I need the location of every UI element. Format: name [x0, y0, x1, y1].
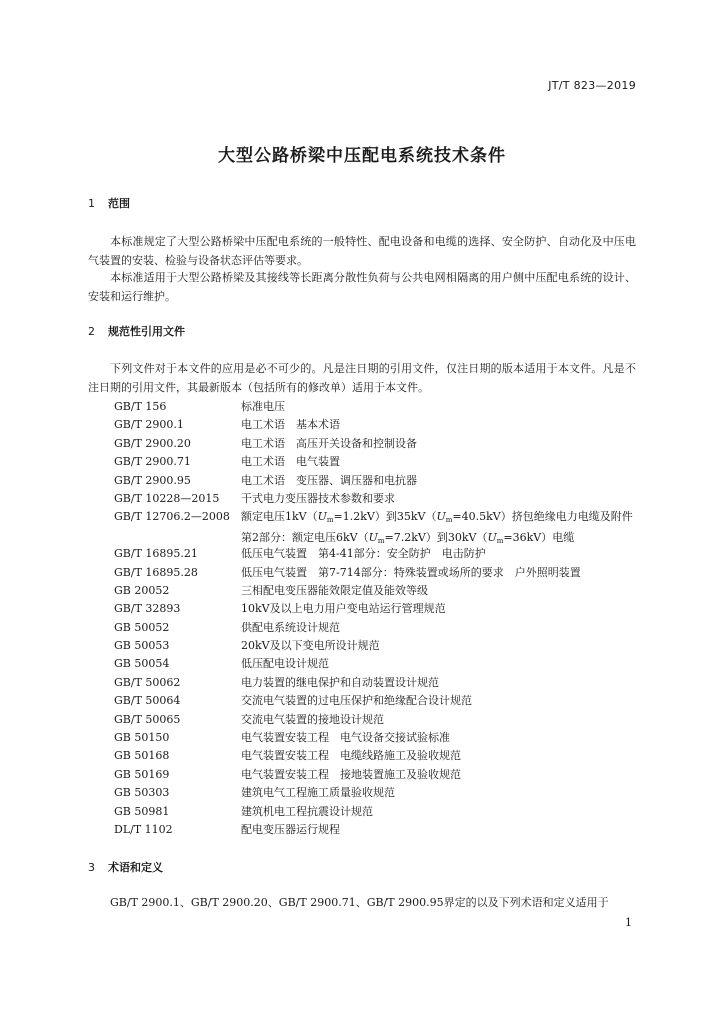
- reference-item: [114, 398, 644, 416]
- reference-title: 建筑机电工程抗震设计规范: [241, 804, 373, 818]
- voltage-subscript: m: [445, 516, 453, 525]
- reference-code: DL/T 1102: [114, 823, 173, 836]
- reference-title: 配电变压器运行规程: [241, 823, 340, 836]
- reference-title: 电工术语 基本术语: [241, 418, 340, 432]
- reference-item: [114, 582, 644, 600]
- standard-number: JT/T 823—2019: [548, 79, 636, 92]
- reference-title: 标准电压: [241, 400, 285, 413]
- reference-title: 电工术语 变压器、调压器和电抗器: [241, 473, 417, 487]
- reference-title: 电工术语 电气装置: [241, 455, 340, 469]
- reference-code: GB/T 12706.2—2008: [114, 510, 230, 524]
- reference-code: GB/T 50062: [114, 675, 181, 689]
- reference-title-cable: [241, 508, 644, 550]
- reference-item: [114, 619, 644, 637]
- section-number: 2: [88, 325, 95, 338]
- page-number: 1: [625, 916, 632, 929]
- reference-title: 低压配电设计规范: [241, 657, 329, 671]
- reference-item: [114, 490, 644, 508]
- reference-title: 低压电气装置 第4-41部分：安全防护 电击防护: [241, 547, 486, 561]
- reference-item: [114, 803, 644, 821]
- reference-code: GB 50054: [114, 657, 170, 671]
- reference-code: GB 50168: [114, 749, 170, 763]
- reference-title: 交流电气装置的过电压保护和绝缘配合设计规范: [241, 694, 472, 708]
- voltage-subscript: m: [377, 537, 385, 546]
- reference-item: [114, 472, 644, 490]
- reference-title: 三相配电变压器能效限定值及能效等级: [241, 583, 428, 597]
- reference-item: [114, 674, 644, 692]
- reference-code: GB 20052: [114, 583, 170, 597]
- terms-intro: GB/T 2900.1、GB/T 2900.20、GB/T 2900.71、GB/T 2900.95界定的以及下列术语和定义适用于: [110, 896, 609, 909]
- reference-item: [114, 655, 644, 673]
- document-title: 大型公路桥梁中压配电系统技术条件: [218, 146, 506, 166]
- reference-code: GB/T 2900.20: [114, 436, 191, 450]
- reference-code: GB/T 50064: [114, 694, 181, 708]
- scope-paragraph-2: 本标准适用于大型公路桥梁及其接线等长距离分散性负荷与公共电网相隔离的用户侧中压配电系统的设计、安装和运行维护。: [88, 271, 636, 303]
- reference-item: [114, 416, 644, 434]
- normative-intro: 下列文件对于本文件的应用是必不可少的。凡是注日期的引用文件，仅注日期的版本适用于本文件。凡是不注日期的引用文件，其最新版本（包括所有的修改单）适用于本文件。: [88, 362, 636, 394]
- reference-item: [114, 729, 644, 747]
- title-fragment: =36kV）电缆: [503, 531, 575, 545]
- voltage-symbol: U: [487, 531, 497, 545]
- reference-item: [114, 637, 644, 655]
- reference-title: 电工术语 高压开关设备和控制设备: [241, 436, 417, 450]
- reference-item: [114, 747, 644, 765]
- reference-title: 电气装置安装工程 电气设备交接试验标准: [241, 731, 450, 745]
- section-number: 3: [88, 861, 95, 874]
- reference-code: GB/T 2900.95: [114, 473, 191, 487]
- reference-code: GB/T 16895.21: [114, 547, 198, 561]
- reference-title: 交流电气装置的接地设计规范: [241, 712, 384, 726]
- section-heading-normative: [88, 323, 185, 339]
- section-title: 术语和定义: [108, 861, 163, 874]
- reference-code: GB/T 32893: [114, 602, 181, 616]
- title-fragment: =40.5kV）挤包绝缘电力电缆及附件 第2部分：额定电压6kV（: [241, 510, 644, 545]
- voltage-subscript: m: [496, 537, 504, 546]
- reference-item: [114, 692, 644, 710]
- voltage-subscript: m: [326, 516, 334, 525]
- reference-item: [114, 711, 644, 729]
- reference-code: GB/T 2900.1: [114, 418, 184, 432]
- section-heading-scope: [88, 195, 130, 211]
- reference-code: GB/T 10228—2015: [114, 491, 220, 505]
- reference-item: [114, 784, 644, 802]
- reference-item: [114, 435, 644, 453]
- reference-code: GB/T 16895.28: [114, 565, 198, 579]
- reference-code: GB 50052: [114, 620, 170, 634]
- reference-code: GB/T 50065: [114, 712, 181, 726]
- reference-item: [114, 766, 644, 784]
- scope-paragraph-1: 本标准规定了大型公路桥梁中压配电系统的一般特性、配电设备和电缆的选择、安全防护、自动化及中压电气装置的安装、检验与设备状态评估等要求。: [88, 235, 636, 267]
- reference-title: 电力装置的继电保护和自动装置设计规范: [241, 675, 439, 689]
- section-number: 1: [88, 197, 95, 210]
- reference-item: [114, 453, 644, 471]
- reference-code: GB 50303: [114, 786, 170, 800]
- voltage-symbol: U: [436, 510, 446, 524]
- reference-title: 低压电气装置 第7-714部分：特殊装置或场所的要求 户外照明装置: [241, 565, 581, 579]
- title-fragment: =1.2kV）到35kV（: [333, 510, 437, 524]
- title-fragment: 额定电压1kV（: [241, 510, 318, 524]
- reference-item: [114, 821, 644, 839]
- section-heading-terms: [88, 859, 163, 875]
- reference-item: [114, 600, 644, 618]
- reference-item: [114, 564, 644, 582]
- reference-item: [114, 508, 644, 545]
- reference-title: 干式电力变压器技术参数和要求: [241, 491, 395, 505]
- reference-title: 电气装置安装工程 电缆线路施工及验收规范: [241, 749, 461, 763]
- reference-code: GB 50981: [114, 804, 170, 818]
- voltage-symbol: U: [317, 510, 327, 524]
- section-title: 范围: [108, 197, 130, 210]
- reference-item: [114, 545, 644, 563]
- title-fragment: =7.2kV）到30kV（: [384, 531, 488, 545]
- section-title: 规范性引用文件: [108, 325, 185, 338]
- reference-code: GB/T 156: [114, 400, 167, 413]
- reference-title: 10kV及以上电力用户变电站运行管理规范: [241, 602, 446, 616]
- reference-title: 电气装置安装工程 接地装置施工及验收规范: [241, 767, 461, 781]
- reference-title: 供配电系统设计规范: [241, 620, 340, 634]
- reference-title: 20kV及以下变电所设计规范: [241, 639, 380, 653]
- reference-list: [114, 398, 644, 839]
- reference-code: GB 50053: [114, 639, 170, 653]
- reference-code: GB 50169: [114, 767, 170, 781]
- reference-code: GB/T 2900.71: [114, 455, 191, 469]
- voltage-symbol: U: [368, 531, 378, 545]
- reference-title: 建筑电气工程施工质量验收规范: [241, 786, 395, 800]
- reference-code: GB 50150: [114, 731, 170, 745]
